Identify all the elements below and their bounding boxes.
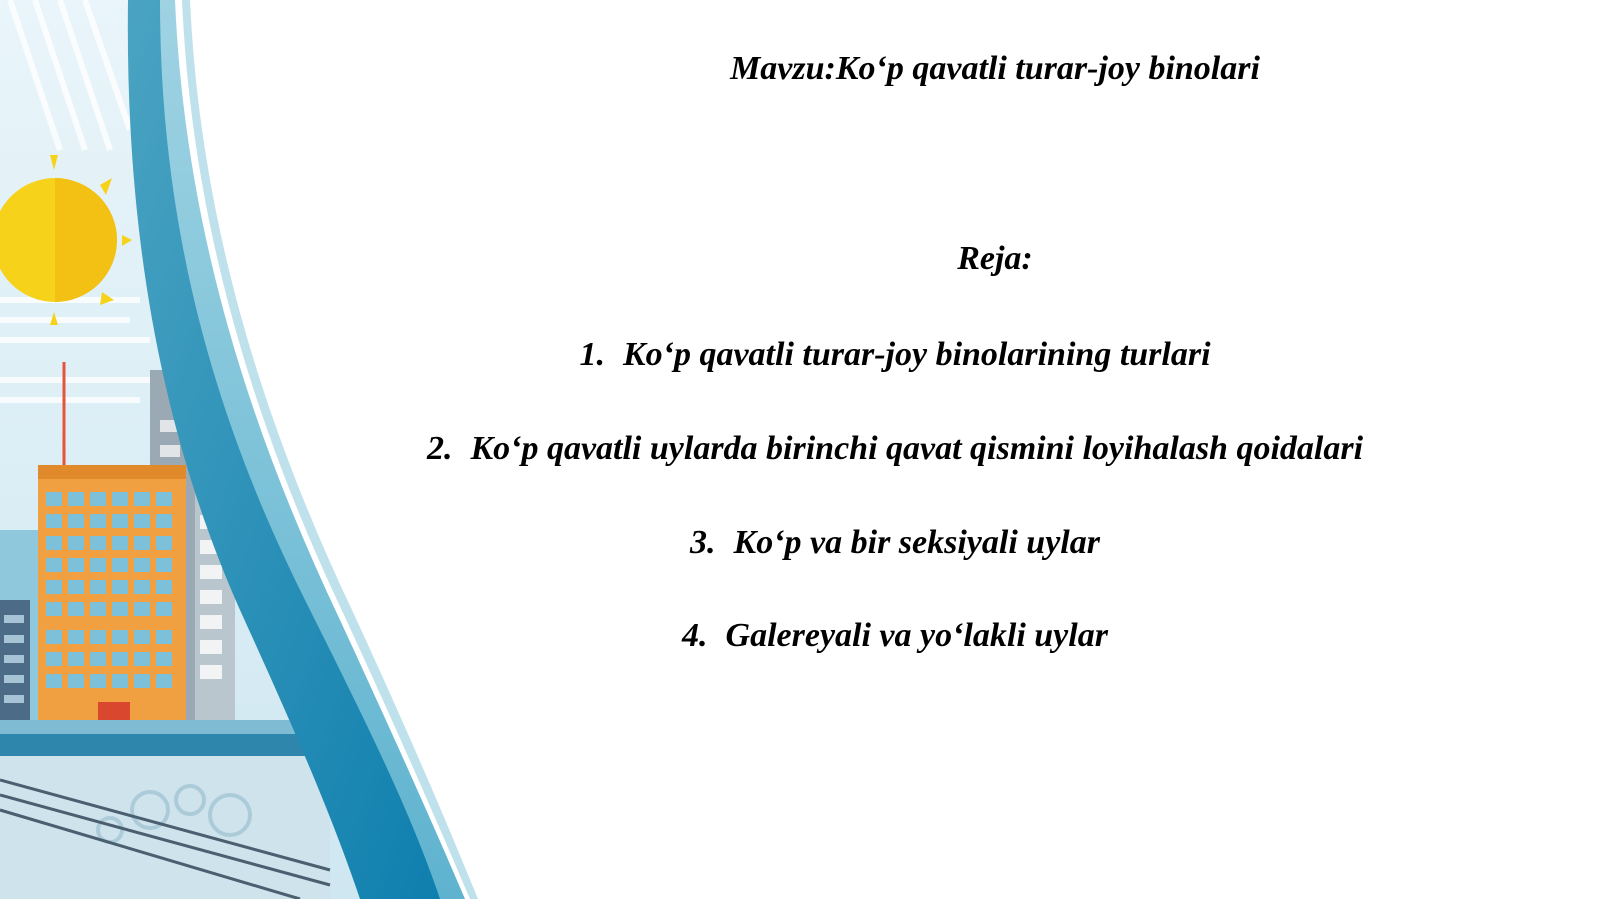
plan-item-2 [360,430,1430,468]
plan-item-text: Ko‘p qavatli uylarda birinchi qavat qismini loyihalash qoidalari [470,430,1364,467]
plan-heading: Reja: [957,240,1033,277]
plan-item-text: Ko‘p qavatli turar-joy binolarining turlari [622,336,1211,373]
plan-item-number: 3. [690,524,716,561]
plan-item-4 [360,617,1430,655]
plan-item-text: Galereyali va yo‘lakli uylar [725,617,1108,654]
plan-item-number: 2. [426,430,453,467]
plan-item-text: Ko‘p va bir seksiyali uylar [733,524,1100,561]
plan-item-1 [360,336,1430,374]
plan-item-number: 1. [579,336,605,373]
ground [0,756,330,899]
plan-item-3 [360,524,1430,562]
slide-title: Mavzu:Ko‘p qavatli turar-joy binolari [730,50,1260,87]
plan-item-number: 4. [682,617,708,654]
